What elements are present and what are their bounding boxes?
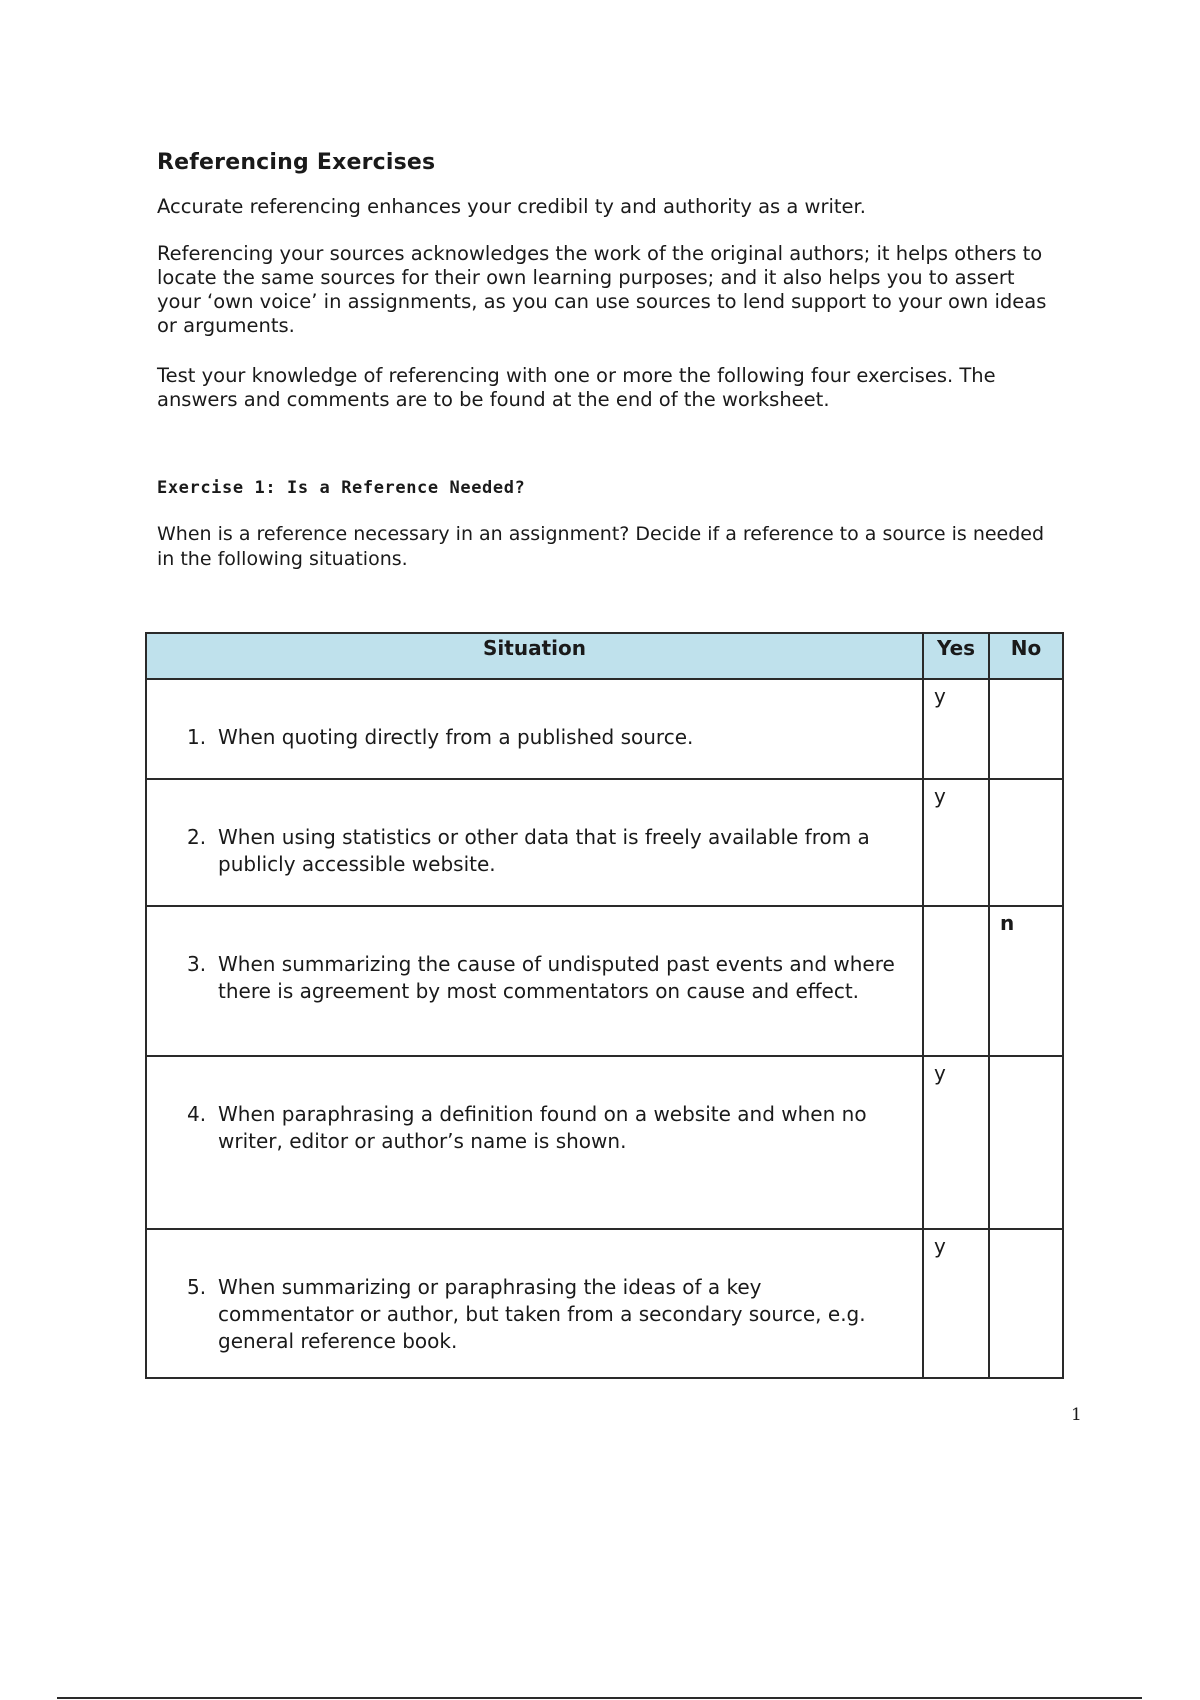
- situation-number: 4.: [187, 1102, 207, 1126]
- page-number: 1: [1071, 1405, 1082, 1425]
- situation-text: When summarizing or paraphrasing the ideas of a key commentator or author, but taken from a secondary source, e.g. general reference book.: [218, 1275, 866, 1353]
- situation-text: When quoting directly from a published source.: [218, 725, 694, 749]
- situation-text: When paraphrasing a definition found on a website and when no writer, editor or author’s name is shown.: [218, 1102, 867, 1153]
- no-cell[interactable]: [989, 679, 1063, 779]
- yes-cell[interactable]: [923, 906, 989, 1056]
- footer-divider: [57, 1697, 1142, 1699]
- yes-cell[interactable]: y: [923, 679, 989, 779]
- no-cell[interactable]: [989, 1056, 1063, 1229]
- yes-cell[interactable]: y: [923, 1056, 989, 1229]
- table-row: [146, 1056, 1063, 1229]
- situation-number: 2.: [187, 825, 207, 849]
- document-title: Referencing Exercises: [157, 150, 436, 175]
- yes-cell[interactable]: y: [923, 1229, 989, 1378]
- situation-cell: [146, 1229, 923, 1378]
- no-cell[interactable]: [989, 779, 1063, 906]
- situation-cell: [146, 679, 923, 779]
- situation-number: 3.: [187, 952, 207, 976]
- situation-cell: [146, 779, 923, 906]
- table-row: [146, 779, 1063, 906]
- header-situation: Situation: [146, 633, 923, 679]
- situation-number: 5.: [187, 1275, 207, 1299]
- intro-paragraph-1: Accurate referencing enhances your credibil ty and authority as a writer.: [157, 195, 866, 218]
- header-no: No: [989, 633, 1063, 679]
- situation-cell: [146, 906, 923, 1056]
- header-yes: Yes: [923, 633, 989, 679]
- intro-paragraph-3: Test your knowledge of referencing with one or more the following four exercises. The answers and comments are to be found at the end of the worksheet.: [157, 364, 996, 411]
- exercise-heading: Exercise 1: Is a Reference Needed?: [157, 478, 526, 498]
- intro-paragraph-2: Referencing your sources acknowledges the work of the original authors; it helps others to locate the same sources for their own learning purposes; and it also helps you to assert your ‘own voice’ in assignments, as you can use sources to lend support to your own ideas or arguments.: [157, 242, 1047, 337]
- table-row: [146, 679, 1063, 779]
- situation-text: When using statistics or other data that is freely available from a publicly accessible website.: [218, 825, 870, 876]
- situation-cell: [146, 1056, 923, 1229]
- exercise-intro: When is a reference necessary in an assignment? Decide if a reference to a source is needed in the following situations.: [157, 523, 1045, 570]
- situation-number: 1.: [187, 725, 207, 749]
- yes-cell[interactable]: y: [923, 779, 989, 906]
- situation-text: When summarizing the cause of undisputed past events and where there is agreement by most commentators on cause and effect.: [218, 952, 895, 1003]
- table-row: [146, 1229, 1063, 1378]
- no-cell[interactable]: [989, 1229, 1063, 1378]
- no-cell[interactable]: n: [989, 906, 1063, 1056]
- table-row: [146, 906, 1063, 1056]
- table-header-row: [146, 633, 1063, 679]
- situations-table: [145, 632, 1064, 1379]
